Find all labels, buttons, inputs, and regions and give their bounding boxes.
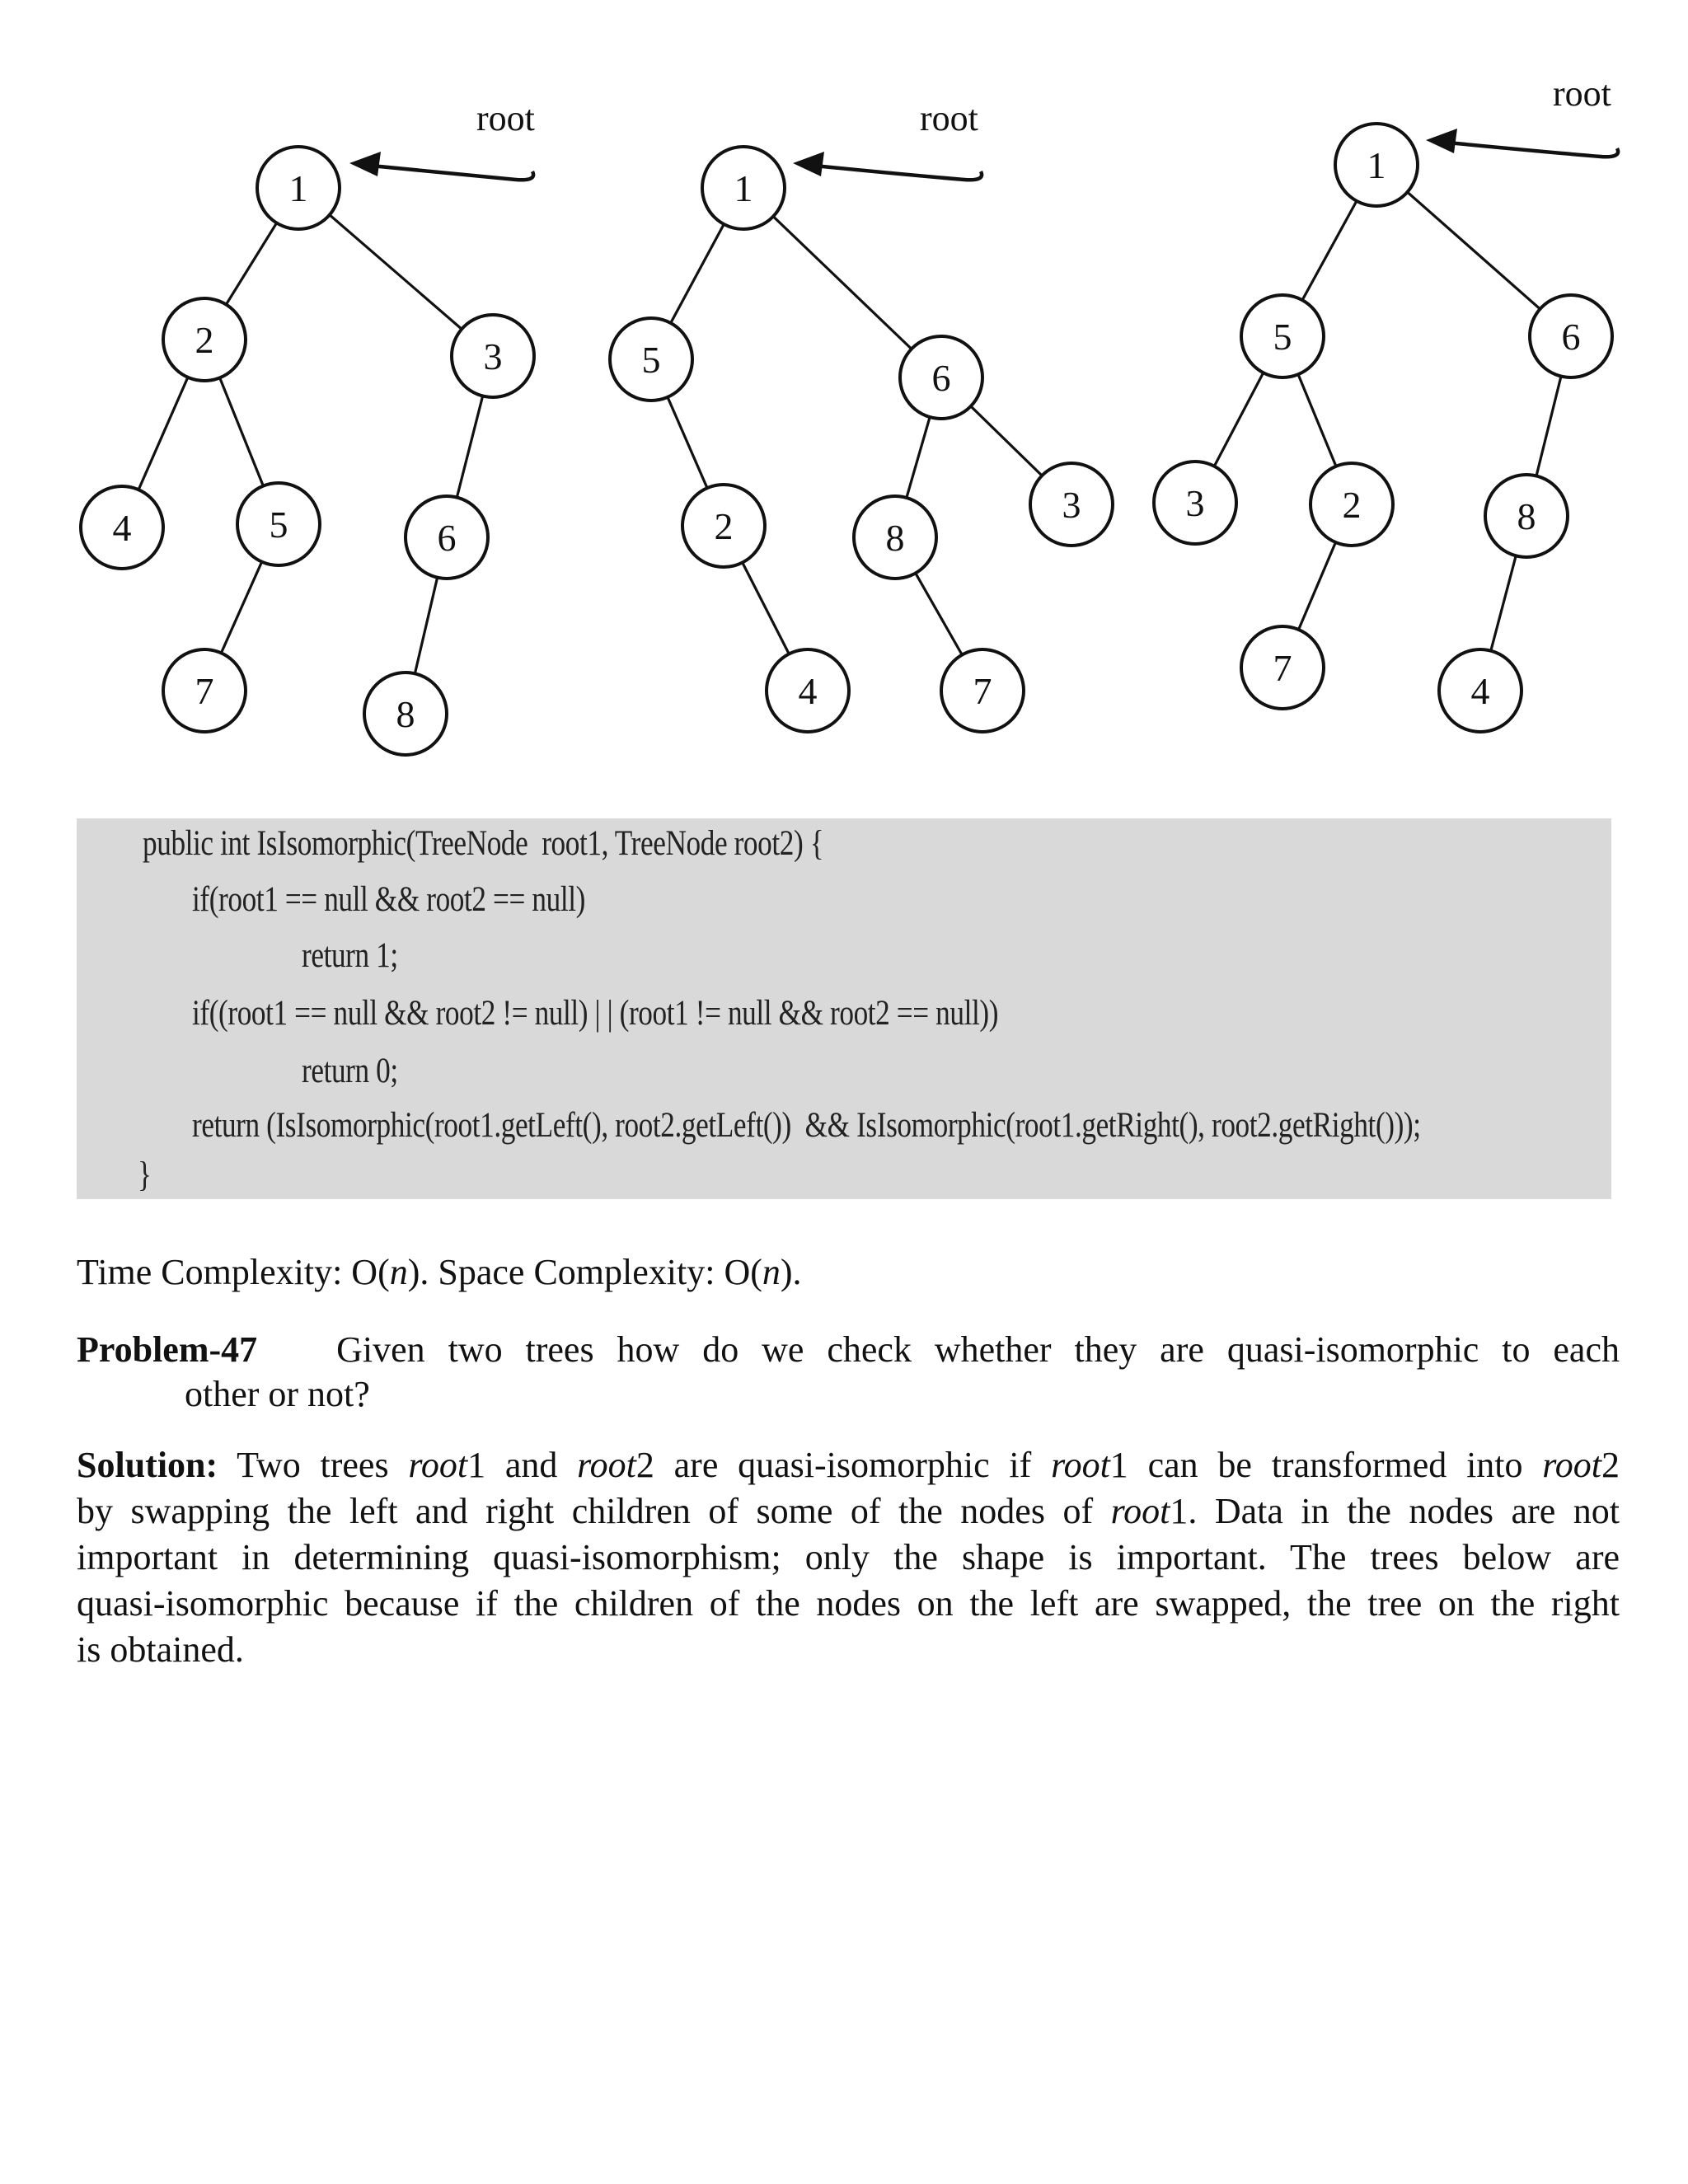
tree-a-node [163,649,246,732]
tree-b-node [702,147,785,229]
tree-a-node [452,315,534,397]
tree-a-node-label: 6 [437,517,457,559]
tree-b [610,98,1113,732]
problem-line-1 [77,1327,1620,1373]
tree-c [1154,73,1618,732]
tree-a-root-arrow [363,165,533,180]
tree-a-node-label: 2 [195,319,214,361]
tree-b-node-label: 4 [798,670,818,712]
problem-line-2: other or not? [185,1374,370,1414]
problem-label: Problem-47 [77,1329,258,1370]
tree-a-node-label: 4 [112,507,132,549]
tree-b-edges [651,188,1071,691]
tree-a-node [364,673,447,755]
tree-c-node-label: 8 [1517,495,1536,537]
solution-label: Solution: [77,1445,218,1485]
tree-b-node [682,485,765,567]
solution-line-5: is obtained. [77,1629,244,1670]
tree-b-node-label: 6 [931,357,951,399]
tree-b-root-label: root [920,98,978,138]
tree-a-root-arrowhead [349,152,381,176]
tree-a-node [406,496,488,579]
tree-b-node [610,318,692,401]
tree-b-node [1030,463,1113,546]
tree-c-node [1241,295,1324,377]
tree-c-root-label: root [1553,73,1611,114]
tree-a-node [257,147,340,229]
tree-c-node-label: 1 [1367,144,1386,186]
tree-b-node-label: 8 [885,517,905,559]
tree-c-node-label: 7 [1273,647,1292,689]
problem-question: Given two trees how do we check whether they are quasi-isomorphic to each [336,1329,1620,1370]
tree-b-node-label: 1 [734,167,753,209]
code-line: } [138,1155,152,1194]
trees-diagram [0,0,1688,791]
tree-a-node [237,483,320,565]
tree-a [81,98,535,755]
tree-b-node-label: 7 [973,670,992,712]
tree-c-node [1439,649,1522,732]
tree-c-node [1311,463,1393,546]
tree-a-edges [122,188,493,714]
tree-b-node-label: 3 [1062,484,1081,526]
tree-c-node-label: 5 [1273,316,1292,358]
tree-c-node-label: 3 [1185,482,1205,524]
tree-c-node [1154,462,1236,544]
tree-b-node [767,649,849,732]
tree-b-node [941,649,1024,732]
tree-a-root-label: root [476,98,535,138]
tree-b-node-label: 5 [641,339,661,381]
complexity-line: Time Complexity: O(n). Space Complexity: O(n). [77,1252,802,1292]
tree-b-root-arrowhead [793,152,824,176]
code-line: public int IsIsomorphic(TreeNode root1, TreeNode root2) { [143,824,824,863]
tree-a-node [81,486,163,569]
tree-c-node-label: 2 [1342,484,1362,526]
solution-line-4: quasi-isomorphic because if the children of the nodes on the left are swapped, the tree on the right [77,1583,1620,1624]
code-line: if((root1 == null && root2 != null) | | (root1 != null && root2 == null)) [192,994,999,1033]
tree-a-node-label: 3 [483,335,503,377]
tree-a-node-label: 1 [288,167,308,209]
tree-c-node [1530,295,1612,377]
tree-b-node [854,496,936,579]
tree-c-node [1485,475,1568,557]
tree-c-edges [1195,165,1571,691]
tree-b-node-label: 2 [714,505,734,547]
solution-line-2: by swapping the left and right children of some of the nodes of root1. Data in the nodes are not [77,1491,1620,1531]
code-line: return 1; [302,936,398,975]
code-line: return 0; [302,1052,398,1090]
tree-a-node-label: 8 [396,693,415,735]
code-line: return (IsIsomorphic(root1.getLeft(), root2.getLeft()) && IsIsomorphic(root1.getRight(), root2.getRight())); [192,1106,1421,1145]
tree-c-node [1241,626,1324,709]
tree-b-node [900,336,982,419]
tree-c-node-label: 6 [1561,316,1581,358]
tree-a-node-label: 5 [269,504,288,546]
tree-b-root-arrow [806,165,982,180]
code-block [77,818,1611,1199]
solution-line-1: Solution: Two trees root1 and root2 are quasi-isomorphic if root1 can be transformed into root2 [77,1445,1620,1485]
solution-line-3: important in determining quasi-isomorphism; only the shape is important. The trees below are [77,1537,1620,1577]
tree-c-node [1335,124,1418,206]
tree-c-node-label: 4 [1470,670,1490,712]
tree-c-root-arrowhead [1426,129,1457,153]
tree-c-root-arrow [1439,142,1618,157]
tree-a-node [163,298,246,381]
code-line: if(root1 == null && root2 == null) [192,880,585,919]
tree-a-node-label: 7 [195,670,214,712]
